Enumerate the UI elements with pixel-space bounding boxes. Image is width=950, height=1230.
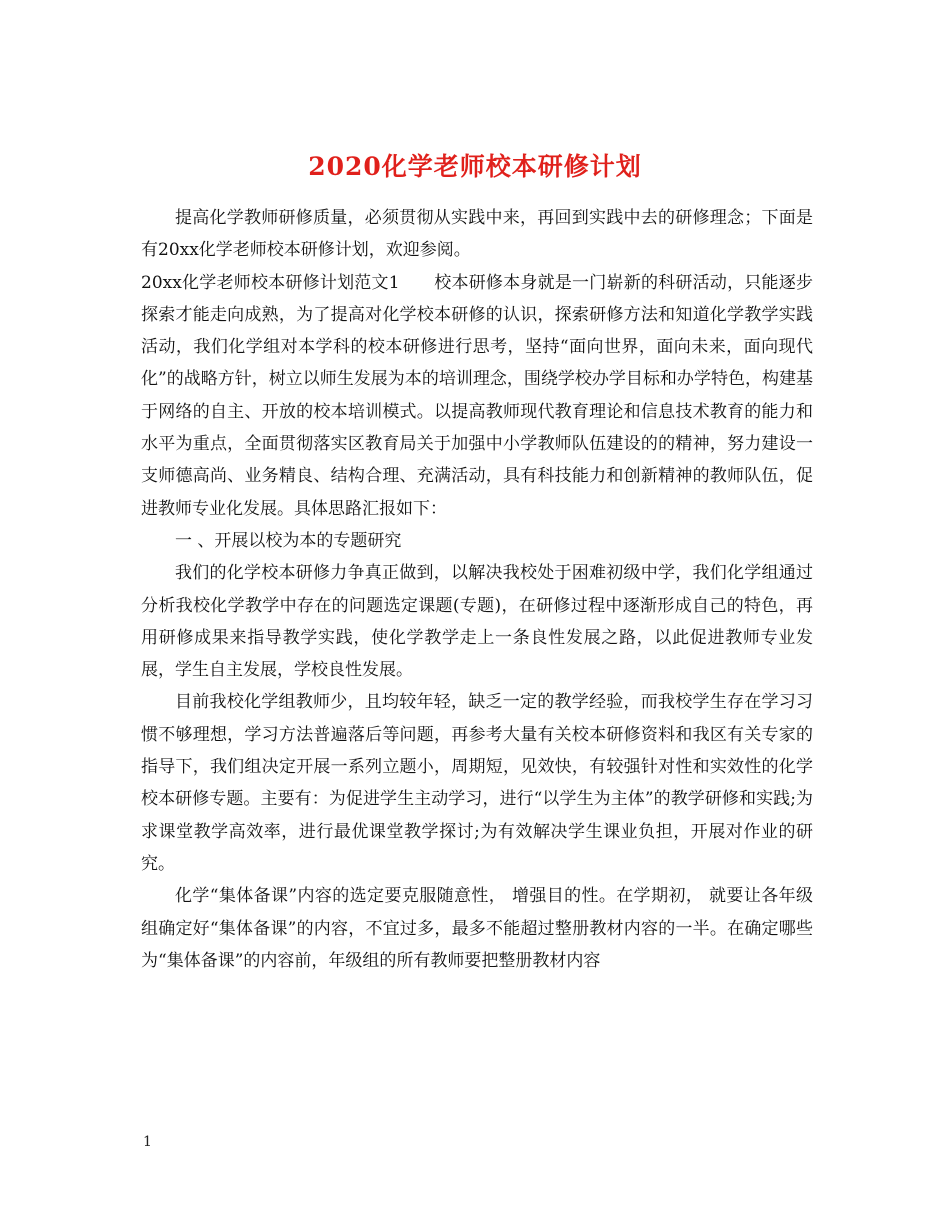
section-heading: 一 、开展以校为本的专题研究 <box>175 530 402 551</box>
intro-paragraph: 提高化学教师研修质量，必须贯彻从实践中来，再回到实践中去的研修理念；下面是有20xx化学老师校本研修计划，欢迎参阅。 <box>141 208 813 261</box>
document-body <box>141 202 813 977</box>
document-title: 2020化学老师校本研修计划 <box>308 151 642 181</box>
page-number: 1 <box>143 1134 152 1150</box>
collective-lesson-paragraph: 化学“集体备课”内容的选定要克服随意性， 增强目的性。在学期初， 就要让各年级组确定好“集体备课”的内容，不宜过多，最多不能超过整册教材内容的一半。在确定哪些为“集体备课”的内容前，年级组的所有教师要把整册教材内容 <box>141 886 813 971</box>
current-situation-paragraph: 目前我校化学组教师少，且均较年轻，缺乏一定的教学经验，而我校学生存在学习习惯不够理想，学习方法普遍落后等问题，再参考大量有关校本研修资料和我区有关专家的指导下，我们组决定开展一系列立题小，周期短，见效快，有较强针对性和实效性的化学校本研修专题。主要有：为促进学生主动学习，进行“以学生为主体”的教学研修和实践;为求课堂教学高效率，进行最优课堂教学探讨;为有效解决学生课业负担，开展对作业的研究。 <box>141 692 813 874</box>
research-goal-paragraph: 我们的化学校本研修力争真正做到，以解决我校处于困难初级中学，我们化学组通过分析我校化学教学中存在的问题选定课题(专题)，在研修过程中逐渐形成自己的特色，再用研修成果来指导教学实践，使化学教学走上一条良性发展之路，以此促进教师专业发展，学生自主发展，学校良性发展。 <box>141 563 813 681</box>
plan-overview-paragraph: 20xx化学老师校本研修计划范文1 校本研修本身就是一门崭新的科研活动，只能逐步探索才能走向成熟，为了提高对化学校本研修的认识，探索研修方法和知道化学教学实践活动，我们化学组对本学科的校本研修进行思考，坚持“面向世界，面向未来，面向现代化”的战略方针，树立以师生发展为本的培训理念，围绕学校办学目标和办学特色，构建基于网络的自主、开放的校本培训模式。以提高教师现代教育理论和信息技术教育的能力和水平为重点，全面贯彻落实区教育局关于加强中小学教师队伍建设的的精神，努力建设一支师德高尚、业务精良、结构合理、充满活动，具有科技能力和创新精神的教师队伍，促进教师专业化发展。具体思路汇报如下： <box>141 272 813 519</box>
